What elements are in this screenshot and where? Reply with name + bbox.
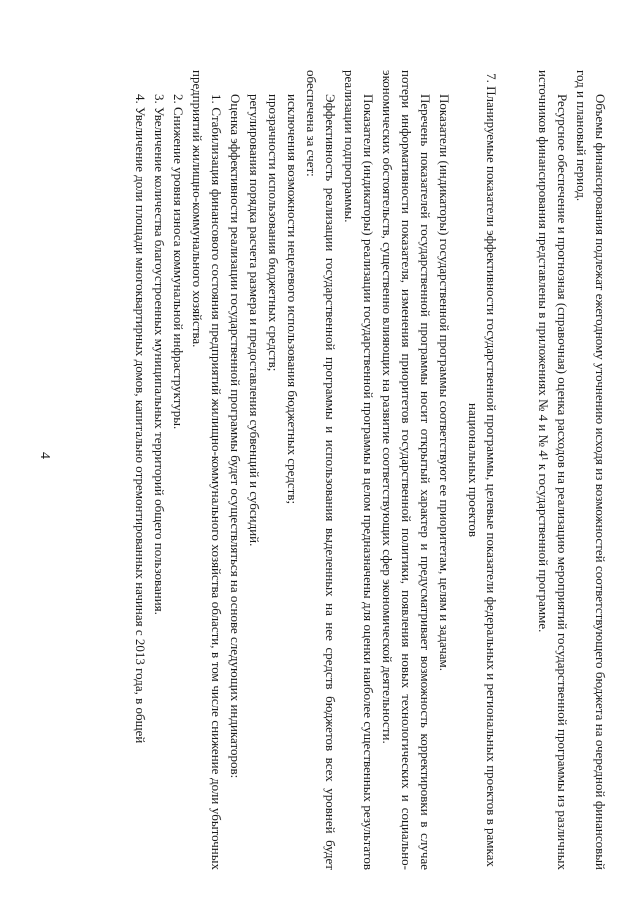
page-number: 4 — [37, 452, 52, 459]
section-7-paragraph-4: Эффективность реализации государственной программы и использования выделенных на нее средств бюджетов всех уровней будет обеспечена за счет: — [304, 70, 338, 870]
intro-paragraph-2: Ресурсное обеспечение и прогнозная (справочная) оценка расходов на реализацию мероприятий государственной программы из различных источников финансирования представлены в приложениях № 4 и № 4¹ к государственной программе. — [536, 70, 570, 870]
section-7-paragraph-8: Оценка эффективности реализации государственной программы будет осуществляться на основе следующих индикаторов: — [228, 94, 243, 779]
section-7-paragraph-7: регулирования порядка расчета размера и предоставления субвенций и субсидий. — [247, 94, 262, 547]
section-7-paragraph-5: исключения возможности нецелевого использования бюджетных средств; — [285, 94, 300, 505]
indicator-item-1: 1. Стабилизация финансового состояния предприятий жилищно-коммунального хозяйства области, в том числе снижение доли убыточных предприятий жилищно-коммунального хозяйства. — [190, 70, 224, 870]
section-7-paragraph-1: Показатели (индикаторы) государственной программы соответствуют ее приоритетам, целям и задачам. — [437, 94, 452, 672]
indicator-item-3: 3. Увеличение количества благоустроенных муниципальных территорий общего пользования. — [152, 94, 167, 615]
section-7-paragraph-3: Показатели (индикаторы) реализации государственной программы в целом предназначены для оценки наиболее существенных результатов реализации подпрограммы. — [342, 70, 376, 870]
section-7-heading: 7. Планируемые показатели эффективности государственной программы, целевые показатели федеральных и региональных проектов в рамках национальных проектов — [466, 73, 499, 867]
section-7-paragraph-2: Перечень показателей государственной программы носит открытый характер и предусматривает возможность корректировки в случае потери информативности показателя, изменения приоритетов государственной политики, появления новых технологических и социально-экономических обстоятельств, существенно влияющих на развитие соответствующих сфер экономической деятельности. — [380, 70, 433, 870]
indicator-item-4: 4. Увеличение доли площади многоквартирных домов, капитально отремонтированных начиная с 2013 года, в общей — [133, 94, 148, 744]
intro-paragraph-1: Объемы финансирования подлежат ежегодному уточнению исходя из возможностей соответствующего бюджета на очередной финансовый год и плановый период. — [574, 70, 608, 870]
section-7-paragraph-6: прозрачности использования бюджетных средств; — [266, 94, 281, 372]
rotated-page-content — [131, 70, 610, 870]
indicator-item-2: 2. Снижение уровня износа коммунальной инфраструктуры. — [171, 94, 186, 430]
